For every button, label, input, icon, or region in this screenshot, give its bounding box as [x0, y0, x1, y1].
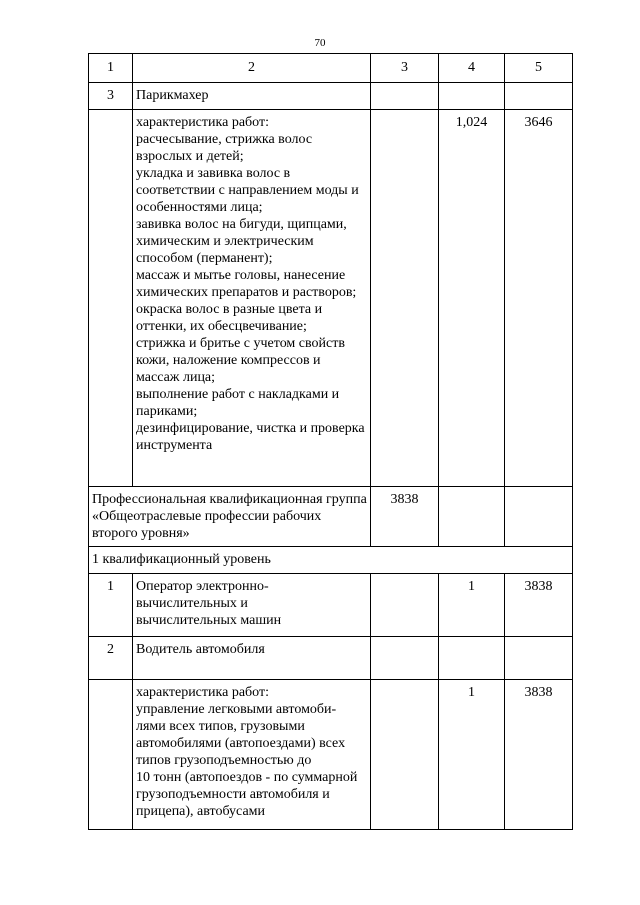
header-row [89, 54, 573, 83]
header-cell-2: 2 [133, 54, 371, 83]
empty-cell [505, 83, 573, 110]
empty-cell [439, 487, 505, 547]
salary-value: 3838 [505, 574, 573, 637]
empty-cell [439, 83, 505, 110]
page-number: 70 [314, 37, 326, 49]
table-row [89, 574, 573, 637]
empty-cell [439, 637, 505, 680]
empty-cell [505, 487, 573, 547]
profession-name: Водитель автомобиля [133, 637, 371, 680]
empty-cell [371, 637, 439, 680]
coefficient-value: 1 [439, 680, 505, 830]
table-row [89, 487, 573, 547]
base-salary-value: 3838 [371, 487, 439, 547]
salary-value: 3646 [505, 110, 573, 487]
work-description: характеристика работ: расчесывание, стрижка волос взрослых и детей; укладка и завивка волос в соответствии с направлением моды и особенностями лица; завивка волос на бигуди, щипцами, химическим и электрическим способом (перманент); массаж и мытье головы, нанесение химических препаратов и растворов; окраска волос в разные цвета и оттенки, их обесцвечивание; стрижка и бритье с учетом свойств кожи, наложение компрессов и массаж лица; выполнение работ с накладками и париками; дезинфицирование, чистка и проверка инструмента [133, 110, 371, 487]
row-number: 2 [89, 637, 133, 680]
table-row [89, 637, 573, 680]
header-cell-4: 4 [439, 54, 505, 83]
salary-value: 3838 [505, 680, 573, 830]
table-row [89, 83, 573, 110]
empty-cell [505, 637, 573, 680]
empty-cell [371, 110, 439, 487]
row-number: 1 [89, 574, 133, 637]
header-cell-1: 1 [89, 54, 133, 83]
empty-cell [89, 110, 133, 487]
empty-cell [371, 83, 439, 110]
table-row [89, 547, 573, 574]
profession-name: Оператор электронно- вычислительных и вычислительных машин [133, 574, 371, 637]
qualification-group: Профессиональная квалификационная группа «Общеотраслевые профессии рабочих второго уровня» [89, 487, 371, 547]
profession-name: Парикмахер [133, 83, 371, 110]
work-description: характеристика работ: управление легковыми автомоби- лями всех типов, грузовыми автомобилями (автопоездами) всех типов грузоподъемностью до 10 тонн (автопоездов - по суммарной грузоподъемности автомобиля и прицепа), автобусами [133, 680, 371, 830]
tariff-table [88, 53, 573, 830]
empty-cell [371, 574, 439, 637]
coefficient-value: 1,024 [439, 110, 505, 487]
header-cell-5: 5 [505, 54, 573, 83]
table-row [89, 110, 573, 487]
empty-cell [89, 680, 133, 830]
header-cell-3: 3 [371, 54, 439, 83]
table-row [89, 680, 573, 830]
coefficient-value: 1 [439, 574, 505, 637]
qualification-level: 1 квалификационный уровень [89, 547, 573, 574]
row-number: 3 [89, 83, 133, 110]
empty-cell [371, 680, 439, 830]
